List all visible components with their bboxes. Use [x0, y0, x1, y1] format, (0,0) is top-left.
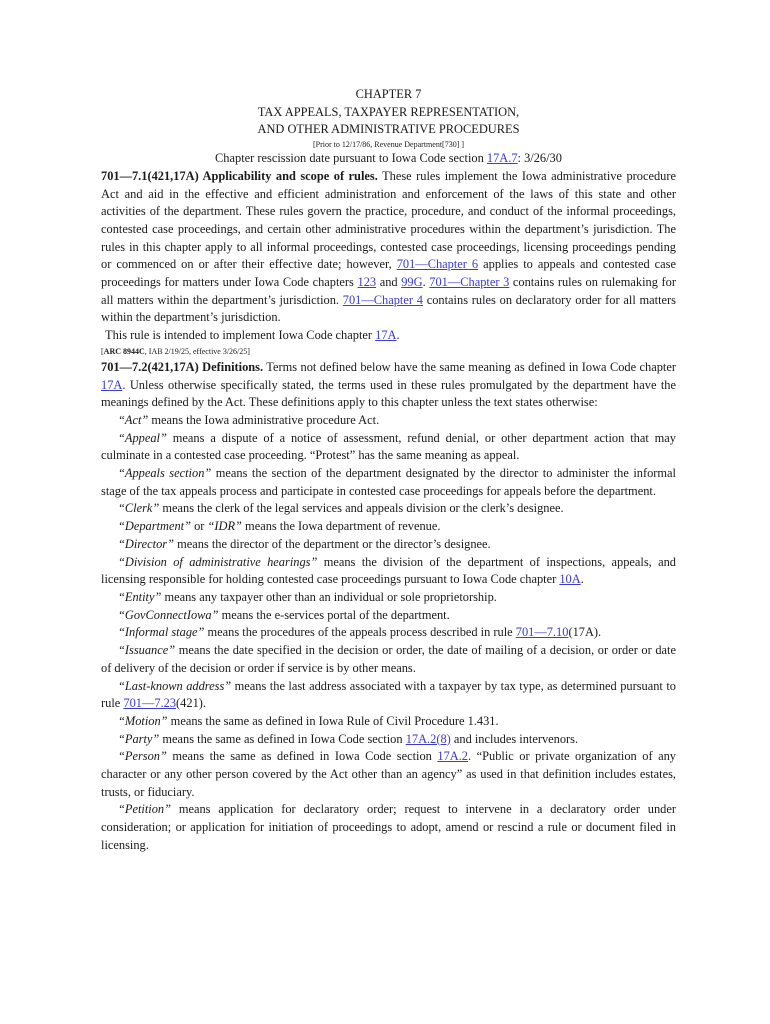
definition-clerk: [101, 500, 676, 518]
rescission-suffix: : 3/26/30: [517, 151, 562, 166]
history-open: [: [101, 346, 104, 356]
definition-appeals-section: [101, 465, 676, 500]
link-chapter-3[interactable]: 701—Chapter 3: [429, 275, 510, 290]
definition-department: [101, 518, 676, 536]
link-123[interactable]: 123: [357, 275, 377, 290]
document-page: [101, 86, 676, 855]
definition-text: means application for declaratory order; request to intervene in a declaratory order under consideration; or application for initiation of proceedings to adopt, amend or rescind a rule or document filed in licensing.: [101, 802, 676, 852]
definition-text: means the same as defined in Iowa Rule of Civil Procedure 1.431.: [167, 713, 499, 728]
implement-prefix: This rule is intended to implement Iowa Code chapter: [105, 328, 376, 343]
definition-text: means the section of the department designated by the director to administer the informal stage of the tax appeals process and participate in contested case proceedings for appeals before the department.: [101, 466, 676, 498]
definition-party: [101, 731, 676, 749]
definition-entity: [101, 589, 676, 607]
arc-number: ARC 8944C: [103, 346, 145, 356]
term: “Director”: [118, 536, 174, 551]
link-99g[interactable]: 99G: [401, 275, 423, 290]
term: “Appeal”: [118, 430, 167, 445]
term: “Act”: [118, 412, 149, 427]
rule-7-1-text: .: [422, 275, 430, 290]
rule-7-1-text: These rules implement the Iowa administrative procedure Act and aid in the effective and efficient administration and enforcement of the laws of this state and other activities of the department. These rules govern the practice, procedure, and conduct of the informal proceedings, contested case proceedings, and certain other administrative procedures within the department’s jurisdiction. The rules in this chapter apply to all informal proceedings, contested case proceedings, licensing proceedings pending or commenced on or after their effective date; however,: [101, 168, 676, 272]
rescission-link[interactable]: 17A.7: [486, 151, 518, 166]
definition-text: means the same as defined in Iowa Code section: [166, 749, 438, 764]
definition-text: and includes intervenors.: [450, 731, 579, 746]
term: “Motion”: [118, 713, 168, 728]
rule-7-2-number: 701—7.2(421,17A): [101, 359, 199, 374]
term: “Person”: [118, 749, 167, 764]
chapter-title-line2: AND OTHER ADMINISTRATIVE PROCEDURES: [257, 122, 520, 137]
link-chapter-4[interactable]: 701—Chapter 4: [342, 292, 423, 307]
rule-7-1-heading: Applicability and scope of rules.: [198, 168, 378, 183]
definition-director: [101, 536, 676, 554]
implement-note: [101, 327, 676, 345]
definition-petition: [101, 801, 676, 854]
term: “Appeals section”: [118, 466, 212, 481]
history-rest: , IAB 2/19/25, effective 3/26/25]: [144, 346, 250, 356]
term: “Last-known address”: [118, 678, 232, 693]
link-7-23[interactable]: 701—7.23: [123, 696, 177, 711]
definition-person: [101, 748, 676, 801]
rule-7-2-text: Terms not defined below have the same meaning as defined in Iowa Code chapter: [263, 359, 676, 374]
rule-7-1: [101, 168, 676, 327]
link-chapter-6[interactable]: 701—Chapter 6: [396, 257, 479, 272]
definition-text: .: [580, 572, 584, 587]
link-17a-chapter[interactable]: 17A: [101, 377, 123, 392]
rule-7-1-number: 701—7.1(421,17A): [101, 168, 199, 183]
term: “Informal stage”: [118, 625, 205, 640]
term: “Issuance”: [118, 643, 176, 658]
definition-text: (421).: [176, 696, 206, 711]
definition-text: means the last address associated with a taxpayer by tax type, as determined pursuant to rule: [101, 678, 676, 711]
definition-informal-stage: [101, 624, 676, 642]
link-17a-2-8[interactable]: 17A.2(8): [405, 731, 451, 746]
rule-7-1-text: contains rules on rulemaking for all matters within the department’s jurisdiction.: [101, 275, 677, 307]
definition-act: [101, 412, 676, 430]
definition-text: means the date specified in the decision or order, the date of mailing of a decision, or order or date of delivery of the decision or order if service is by other means.: [101, 643, 676, 675]
chapter-number: CHAPTER 7: [355, 87, 422, 101]
definition-appeal: [101, 430, 676, 465]
term: “Party”: [118, 731, 160, 746]
definition-text: means the clerk of the legal services and appeals division or the clerk’s designee.: [159, 501, 564, 516]
definition-text: . “Public or private organization of any character or any other person covered by the Act other than an agency” as used in that definition includes estates, trusts, or fiduciary.: [101, 749, 676, 799]
prior-note: [Prior to 12/17/86, Revenue Department[730] ]: [312, 140, 465, 150]
definition-text: means the director of the department or the director’s designee.: [174, 536, 491, 551]
term: “Petition”: [118, 802, 172, 817]
definition-division: [101, 554, 676, 589]
rule-7-2-text: . Unless otherwise specifically stated, the terms used in these rules promulgated by the department have the meanings defined by the Act. These definitions apply to this chapter unless the text states otherwise:: [101, 377, 676, 410]
implement-suffix: .: [396, 328, 400, 343]
term: “Clerk”: [118, 501, 160, 516]
definition-text: means the same as defined in Iowa Code section: [159, 731, 406, 746]
rule-7-1-text: and: [376, 275, 402, 290]
rule-7-2-heading: Definitions.: [198, 359, 264, 374]
link-17a-2[interactable]: 17A.2: [437, 749, 469, 764]
rule-7-2: [101, 359, 676, 412]
history-note: [101, 345, 676, 359]
term: “GovConnectIowa”: [118, 607, 219, 622]
definition-text: means the e-services portal of the department.: [218, 607, 450, 622]
definition-text: or: [190, 519, 208, 534]
link-7-10[interactable]: 701—7.10: [515, 625, 569, 640]
definition-text: means the Iowa department of revenue.: [241, 519, 441, 534]
definition-issuance: [101, 642, 676, 677]
link-17a[interactable]: 17A: [375, 328, 397, 343]
definition-text: means the division of the department of inspections, appeals, and licensing responsible for holding contested case proceedings pursuant to Iowa Code chapter: [101, 554, 676, 587]
chapter-title-line1: TAX APPEALS, TAXPAYER REPRESENTATION,: [257, 104, 520, 119]
term: “Entity”: [118, 589, 162, 604]
term: “IDR”: [207, 519, 242, 534]
definition-motion: [101, 713, 676, 731]
rule-7-1-text: applies to appeals and contested case proceedings for matters under Iowa Code chapters: [101, 257, 676, 290]
rule-7-1-text: contains rules on declaratory order for all matters within the department’s jurisdiction.: [101, 292, 677, 325]
definition-text: means the procedures of the appeals process described in rule: [204, 625, 516, 640]
term: “Department”: [118, 519, 191, 534]
definition-text: (17A).: [568, 625, 602, 640]
link-10a[interactable]: 10A: [559, 572, 581, 587]
definition-text: means the Iowa administrative procedure Act.: [148, 412, 380, 427]
definition-text: means any taxpayer other than an individual or sole proprietorship.: [161, 589, 497, 604]
definition-last-known-address: [101, 678, 676, 713]
definition-text: means a dispute of a notice of assessment, refund denial, or other department action that may culminate in a contested case proceeding. “Protest” has the same meaning as appeal.: [101, 430, 676, 463]
rescission-line: [101, 150, 676, 168]
term: “Division of administrative hearings”: [118, 554, 318, 569]
definition-govconnectiowa: [101, 607, 676, 625]
rescission-prefix: Chapter rescission date pursuant to Iowa Code section: [215, 151, 487, 166]
